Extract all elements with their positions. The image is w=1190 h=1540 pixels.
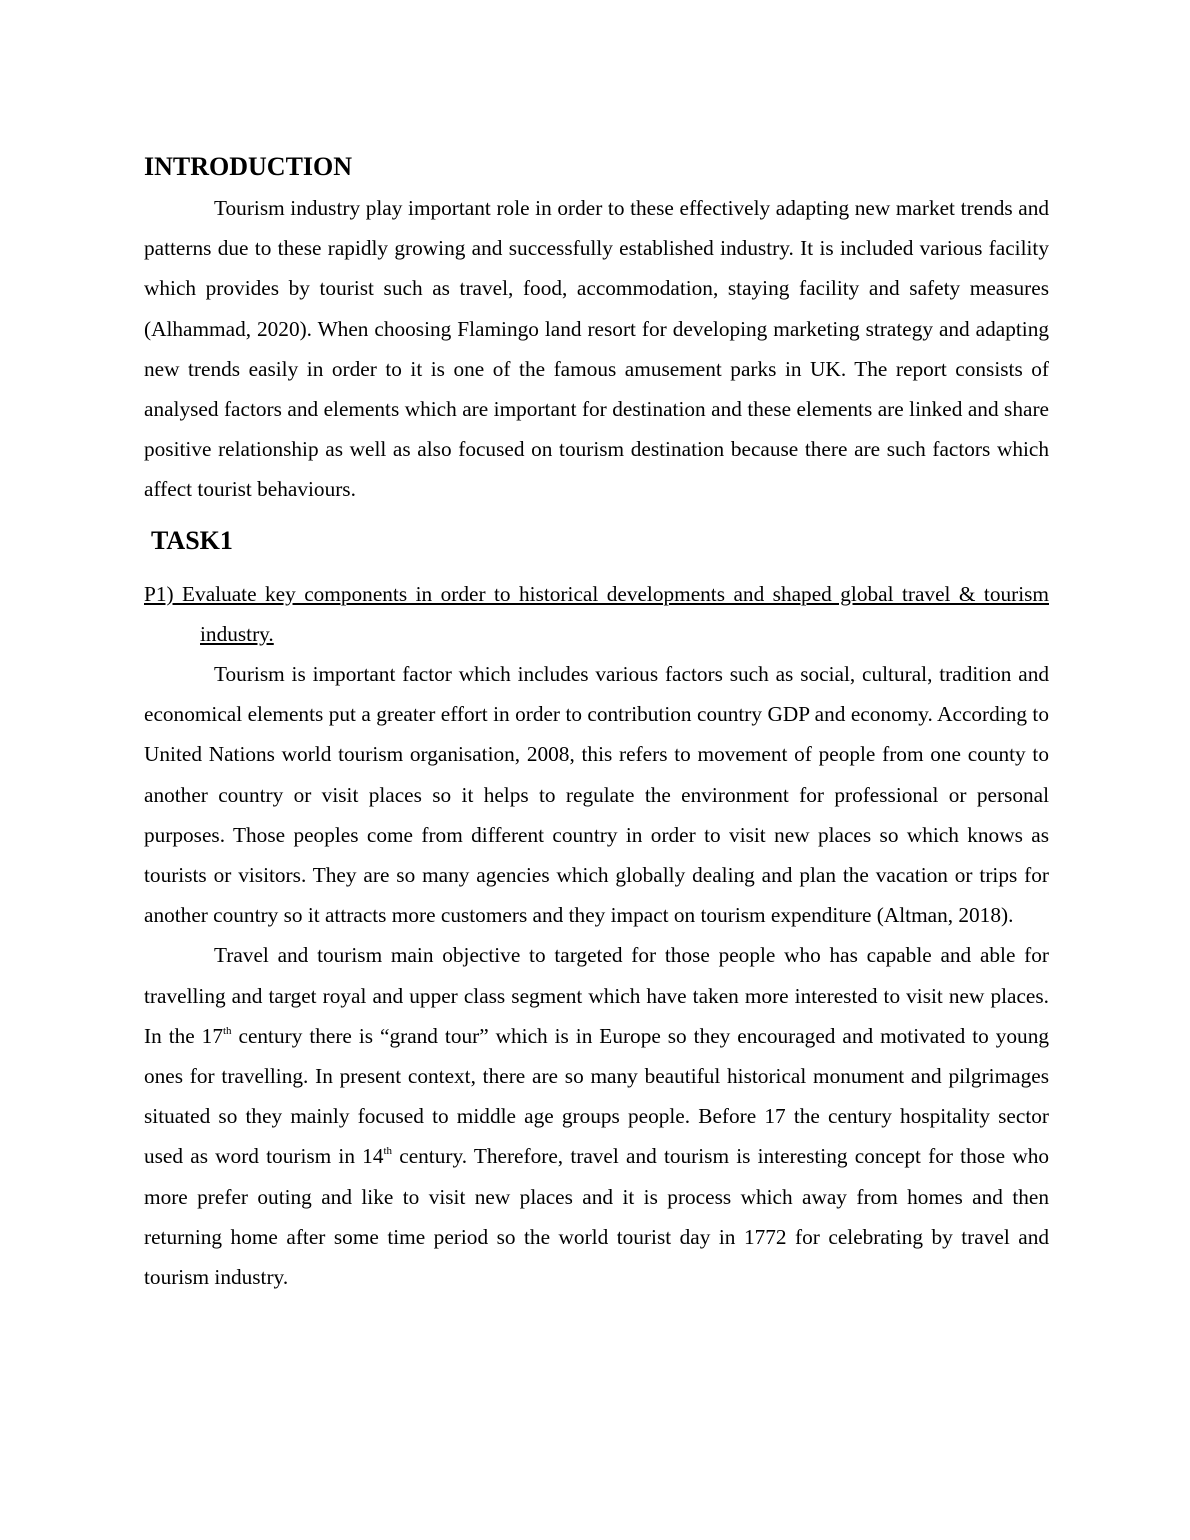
paragraph-2-text-part-3: century. Therefore, travel and tourism is interesting concept for those who more prefer outing and like to visit new places and it is process which away from homes and then returning home after some time period so the world tourist day in 1772 for celebrating by travel and tourism industry.	[144, 1144, 1049, 1290]
task1-subheading: P1) Evaluate key components in order to historical developments and shaped global travel & tourism industry.	[144, 581, 1049, 646]
task1-paragraph-1: Tourism is important factor which includes various factors such as social, cultural, tradition and economical elements put a greater effort in order to contribution country GDP and economy. According to United Nations world tourism organisation, 2008, this refers to movement of people from one county to another country or visit places so it helps to regulate the environment for professional or personal purposes. Those peoples come from different country in order to visit new places so which knows as tourists or visitors. They are so many agencies which globally dealing and plan the vacation or trips for another country so it attracts more customers and they impact on tourism expenditure (Altman, 2018).	[144, 662, 1049, 928]
paragraph-2-text-part-1: Travel and tourism main objective to targeted for those people who has capable and able for travelling and target royal and upper class segment which have taken more interested to visit new places. In the 17	[144, 943, 1049, 1048]
introduction-paragraph: Tourism industry play important role in order to these effectively adapting new market trends and patterns due to these rapidly growing and successfully established industry. It is included various facility which provides by tourist such as travel, food, accommodation, staying facility and safety measures (Alhammad, 2020). When choosing Flamingo land resort for developing marketing strategy and adapting new trends easily in order to it is one of the famous amusement parks in UK. The report consists of analysed factors and elements which are important for destination and these elements are linked and share positive relationship as well as also focused on tourism destination because there are such factors which affect tourist behaviours.	[144, 196, 1049, 502]
introduction-heading: INTRODUCTION	[144, 152, 353, 181]
task1-heading: TASK1	[151, 525, 233, 555]
superscript-th-2: th	[383, 1145, 393, 1158]
task1-paragraph-2	[144, 935, 1049, 1297]
superscript-th-1: th	[222, 1024, 232, 1037]
document-page	[144, 148, 1049, 1297]
paragraph-2-text-part-2: century there is “grand tour” which is in Europe so they encouraged and motivated to young ones for travelling. In present context, there are so many beautiful historical monument and pilgrimages situated so they mainly focused to middle age groups people. Before 17 the century hospitality sector used as word tourism in 14	[144, 1023, 1049, 1169]
